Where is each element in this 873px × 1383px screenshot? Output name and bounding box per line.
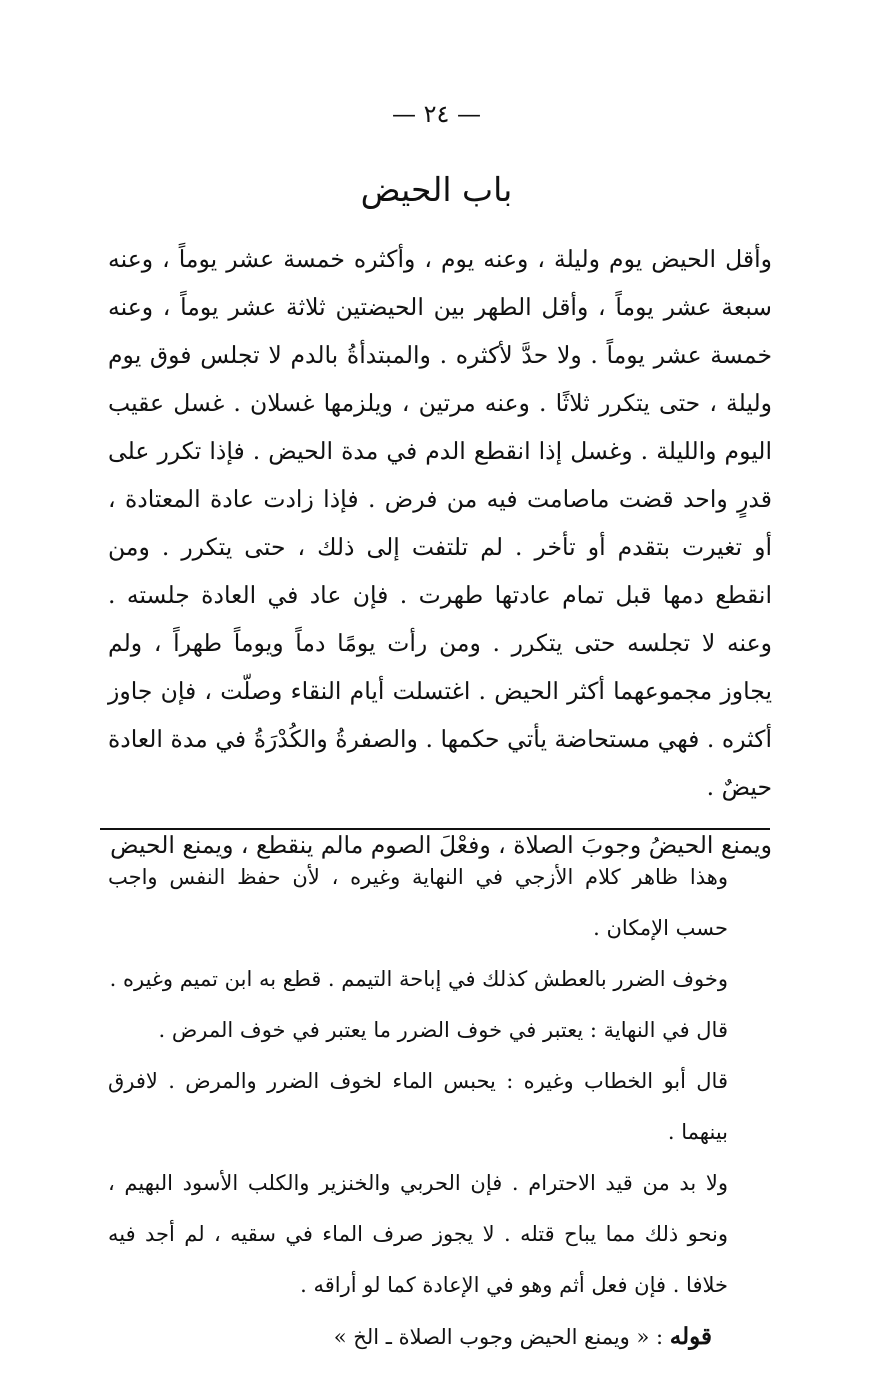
closing-note-keyword: قوله [669, 1323, 712, 1350]
chapter-title: باب الحيض [360, 170, 513, 209]
closing-note [108, 1311, 772, 1363]
commentary-notes [108, 852, 772, 1363]
main-paragraph: ويمنع الحيضُ وجوبَ الصلاة ، وفعْلَ الصوم مالم ينقطع ، ويمنع الحيض [110, 831, 772, 859]
page-number: — ٢٤ — [391, 100, 482, 128]
main-text [108, 235, 772, 869]
closing-note-text: : « ويمنع الحيض وجوب الصلاة ـ الخ » [333, 1325, 664, 1349]
main-paragraph: وأقل الحيض يوم وليلة ، وعنه يوم ، وأكثره خمسة عشر يوماً ، وعنه سبعة عشر يوماً ، وأقل الطهر بين الحيضتين ثلاثة عشر يوماً ، وعنه خمسة عشر يوماً . ولا حدَّ لأكثره . والمبتدأةُ بالدم لا تجلس فوق يوم وليلة ، حتى يتكرر ثلاثًا . وعنه مرتين ، ويلزمها غسلان . غسل عقيب اليوم والليلة . وغسل إذا انقطع الدم في مدة الحيض . فإذا تكرر على قدرٍ واحد قضت ماصامت فيه من فرض . فإذا زادت عادة المعتادة ، أو تغيرت بتقدم أو تأخر . لم تلتفت إلى ذلك ، حتى يتكرر . ومن انقطع دمها قبل تمام عادتها طهرت . فإن عاد في العادة جلسته . وعنه لا تجلسه حتى يتكرر . ومن رأت يومًا دماً ويوماً طهراً ، ولم يجاوز مجموعهما أكثر الحيض . اغتسلت أيام النقاء وصلّت ، فإن جاوز أكثره . فهي مستحاضة يأتي حكمها . والصفرةُ والكُدْرَةُ في مدة العادة حيضٌ . [108, 245, 772, 801]
note-paragraph: وخوف الضرر بالعطش كذلك في إباحة التيمم . قطع به ابن تميم وغيره . [109, 967, 728, 991]
note-paragraph: قال أبو الخطاب وغيره : يحبس الماء لخوف الضرر والمرض . لافرق بينهما . [108, 1069, 728, 1144]
note-paragraph: قال في النهاية : يعتبر في خوف الضرر ما يعتبر في خوف المرض . [158, 1018, 728, 1042]
note-paragraph: ولا بد من قيد الاحترام . فإن الحربي والخنزير والكلب الأسود البهيم ، ونحو ذلك مما يباح قتله . لا يجوز صرف الماء في سقيه ، لم أجد فيه خلافا . فإن فعل أثم وهو في الإعادة كما لو أراقه . [108, 1171, 728, 1297]
note-paragraph: وهذا ظاهر كلام الأزجي في النهاية وغيره ، لأن حفظ النفس واجب حسب الإمكان . [108, 865, 728, 940]
footnote-divider [100, 828, 770, 830]
